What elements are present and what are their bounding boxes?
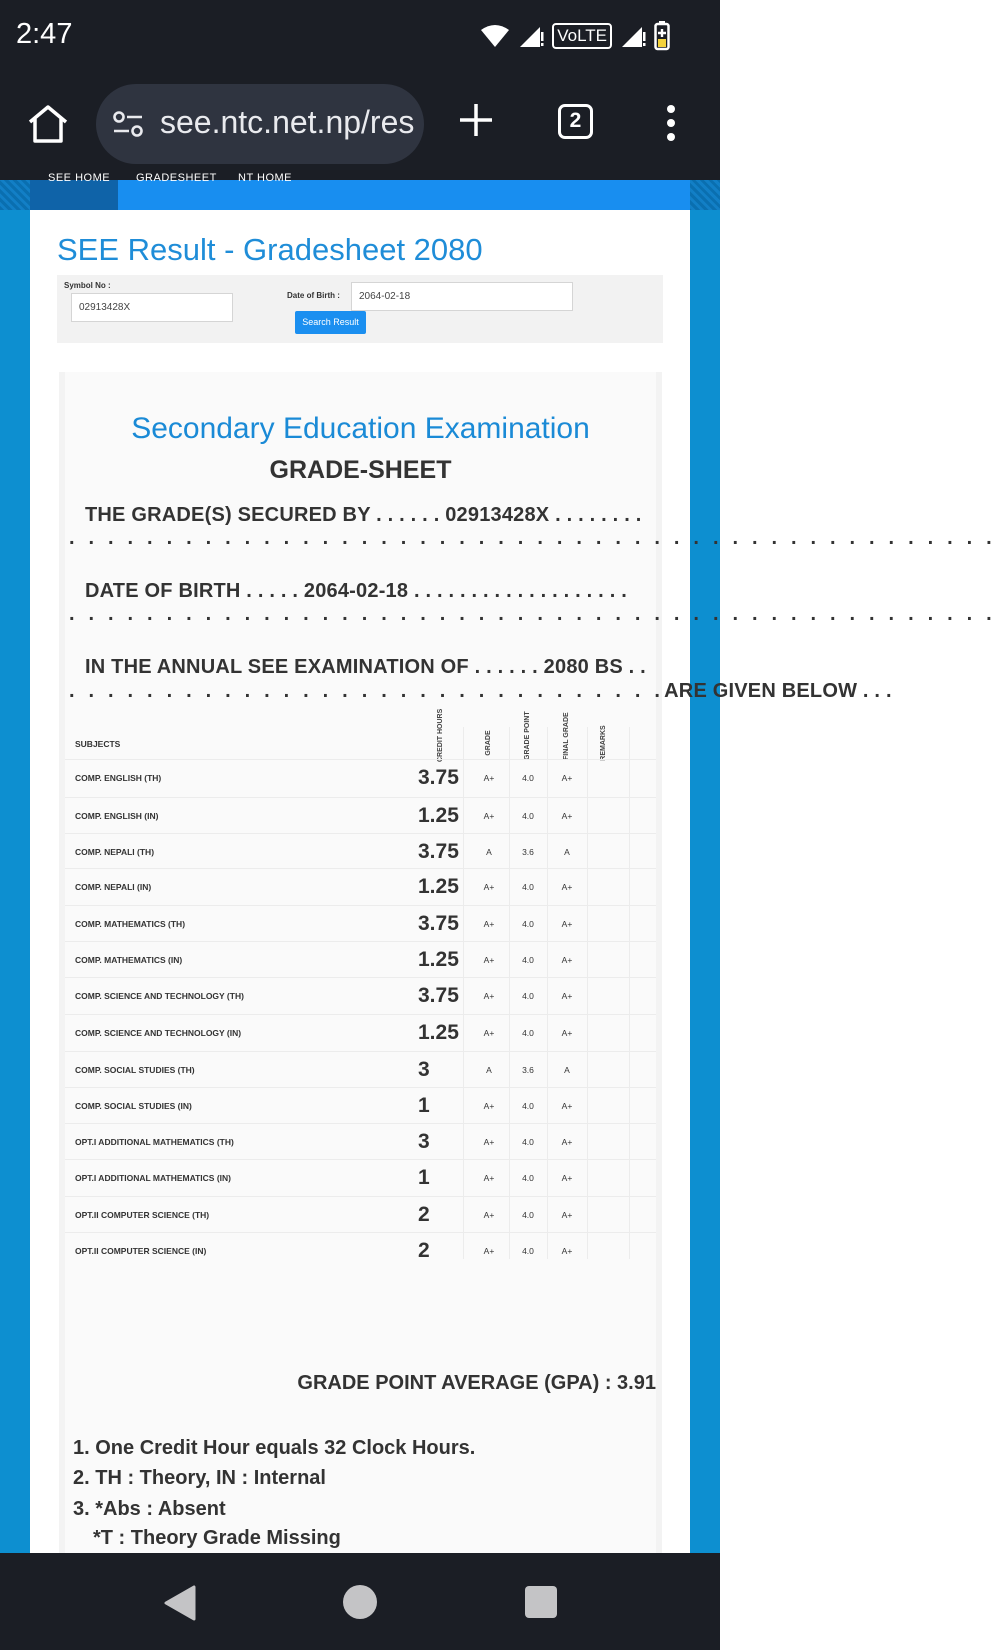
dotted-line-2: . . . . . . . . . . . . . . . . . . . . . . . . . . . . . . . . . . . . . . . . . . . . . . . . (69, 603, 996, 625)
table-row (65, 1196, 656, 1232)
search-form (57, 275, 663, 343)
recents-button[interactable] (525, 1586, 557, 1618)
table-row (65, 759, 656, 795)
content-panel (30, 210, 996, 1553)
subject-cell: COMP. ENGLISH (TH) (75, 772, 162, 783)
credit-hours-cell: 3.75 (418, 983, 459, 1007)
grade-point-cell: 4.0 (522, 1245, 534, 1256)
browser-toolbar (0, 72, 720, 180)
column-divider (587, 727, 588, 1259)
column-divider (547, 727, 548, 1259)
nav-see-home[interactable]: SEE HOME (48, 172, 111, 184)
table-row (65, 1123, 656, 1159)
secured-suffix: . . . . . . . . (555, 504, 642, 526)
table-row (65, 833, 656, 869)
grade-cell: A+ (483, 990, 495, 1001)
given-below-text: ARE GIVEN BELOW . . . (664, 680, 892, 702)
grade-cell: A+ (483, 1245, 495, 1256)
grade-point-cell: 4.0 (522, 1027, 534, 1038)
table-row (65, 1232, 656, 1268)
system-nav-bar (0, 1553, 720, 1650)
grade-point-cell: 4.0 (522, 1100, 534, 1111)
grade-cell: A+ (483, 810, 495, 821)
dob-label: Date of Birth : (287, 291, 340, 300)
credit-hours-cell: 1.25 (418, 1020, 459, 1044)
grade-point-cell: 4.0 (522, 1172, 534, 1183)
column-divider (509, 727, 510, 1259)
grade-cell: A+ (483, 772, 495, 783)
grade-cell: A+ (483, 918, 495, 929)
subject-cell: COMP. NEPALI (TH) (75, 846, 155, 857)
column-divider (629, 727, 630, 1259)
table-row (65, 1051, 656, 1087)
final-grade-cell: A+ (561, 810, 573, 821)
subject-cell: COMP. SOCIAL STUDIES (TH) (75, 1064, 195, 1075)
dob-suffix: . . . . . . . . . . . . . . . . . . . (413, 580, 627, 602)
gradesheet (59, 372, 996, 1572)
final-grade-cell: A+ (561, 772, 573, 783)
grade-cell: A+ (483, 1209, 495, 1220)
site-settings-icon[interactable] (112, 108, 144, 140)
wifi-icon (480, 24, 510, 48)
final-grade-cell: A+ (561, 1027, 573, 1038)
web-page (0, 172, 996, 1553)
subject-cell: COMP. SOCIAL STUDIES (IN) (75, 1100, 192, 1111)
credit-hours-cell: 1.25 (418, 947, 459, 971)
header-subjects: SUBJECTS (75, 739, 121, 749)
page-title: SEE Result - Gradesheet 2080 (57, 232, 483, 267)
table-row (65, 941, 656, 977)
note-2: 2. TH : Theory, IN : Internal (73, 1467, 326, 1489)
credit-hours-cell: 1.25 (418, 803, 459, 827)
credit-hours-cell: 3 (418, 1057, 430, 1081)
exam-suffix: . . (628, 656, 646, 678)
subject-cell: COMP. SCIENCE AND TECHNOLOGY (IN) (75, 1027, 242, 1038)
home-button[interactable] (343, 1585, 377, 1619)
table-row (65, 1159, 656, 1195)
status-icons (480, 20, 670, 52)
subject-cell: COMP. SCIENCE AND TECHNOLOGY (TH) (75, 990, 244, 1001)
final-grade-cell: A+ (561, 954, 573, 965)
signal-icon-2 (620, 24, 646, 48)
status-bar (0, 0, 720, 72)
grade-point-cell: 4.0 (522, 1136, 534, 1147)
credit-hours-cell: 1 (418, 1165, 430, 1189)
grade-point-cell: 4.0 (522, 918, 534, 929)
exam-prefix: IN THE ANNUAL SEE EXAMINATION OF . . . . . . (85, 656, 538, 678)
credit-hours-cell: 3.75 (418, 839, 459, 863)
final-grade-cell: A (564, 846, 570, 857)
grade-point-cell: 4.0 (522, 990, 534, 1001)
site-nav (30, 172, 690, 210)
exam-year-line (85, 656, 646, 679)
grade-point-cell: 4.0 (522, 1209, 534, 1220)
grade-point-cell: 4.0 (522, 881, 534, 892)
dob-value: 2064-02-18 (303, 580, 409, 602)
nav-active-highlight (30, 180, 118, 210)
column-divider (463, 727, 464, 1259)
header-grade-point: GRADE POINT (524, 711, 531, 760)
final-grade-cell: A+ (561, 1172, 573, 1183)
dob-prefix: DATE OF BIRTH . . . . . (85, 580, 299, 602)
nav-nt-home[interactable]: NT HOME (238, 172, 293, 184)
grade-cell: A+ (483, 1172, 495, 1183)
table-row (65, 1087, 656, 1123)
signal-icon (518, 24, 544, 48)
grade-cell: A+ (483, 954, 495, 965)
dotted-line-3: . . . . . . . . . . . . . . . . . . . . . . . . . . . . . . . (69, 680, 665, 702)
url-text[interactable]: see.ntc.net.np/res (160, 104, 415, 140)
subject-cell: COMP. ENGLISH (IN) (75, 810, 159, 821)
subject-cell: COMP. MATHEMATICS (IN) (75, 954, 183, 965)
final-grade-cell: A (564, 1064, 570, 1075)
secured-prefix: THE GRADE(S) SECURED BY . . . . . . (85, 504, 440, 526)
symbol-label: Symbol No : (64, 281, 111, 290)
grade-cell: A (486, 846, 492, 857)
home-icon[interactable] (26, 102, 70, 146)
final-grade-cell: A+ (561, 1136, 573, 1147)
credit-hours-cell: 3 (418, 1129, 430, 1153)
secured-by-line (85, 504, 641, 527)
gpa-summary: GRADE POINT AVERAGE (GPA) : 3.91 (297, 1372, 656, 1394)
grade-cell: A+ (483, 1100, 495, 1111)
given-below-line (69, 680, 892, 703)
grade-point-cell: 3.6 (522, 846, 534, 857)
credit-hours-cell: 3.75 (418, 765, 459, 789)
tab-switcher-button[interactable]: 2 (558, 104, 593, 139)
more-options-icon[interactable] (666, 104, 676, 142)
table-header (65, 708, 656, 762)
subject-cell: COMP. NEPALI (IN) (75, 881, 152, 892)
table-row (65, 868, 656, 904)
symbol-input[interactable]: 02913428X (71, 293, 233, 322)
credit-hours-cell: 1.25 (418, 874, 459, 898)
gradesheet-body (65, 372, 996, 1572)
header-remarks: REMARKS (600, 725, 607, 761)
table-row (65, 1014, 656, 1050)
subject-cell: OPT.II COMPUTER SCIENCE (IN) (75, 1245, 207, 1256)
status-time: 2:47 (16, 18, 73, 50)
new-tab-icon[interactable] (458, 102, 494, 138)
nav-gradesheet[interactable]: GRADESHEET (136, 172, 217, 184)
grade-point-cell: 4.0 (522, 772, 534, 783)
subject-cell: OPT.I ADDITIONAL MATHEMATICS (TH) (75, 1136, 234, 1147)
note-1: 1. One Credit Hour equals 32 Clock Hours. (73, 1437, 476, 1459)
volte-badge: VoLTE (552, 23, 612, 49)
table-row (65, 905, 656, 941)
battery-icon (654, 21, 670, 51)
grade-point-cell: 4.0 (522, 810, 534, 821)
header-credit-hours: CREDIT HOURS (437, 708, 444, 762)
exam-title: Secondary Education Examination (131, 412, 590, 445)
dob-input[interactable]: 2064-02-18 (351, 282, 573, 311)
table-row (65, 977, 656, 1013)
final-grade-cell: A+ (561, 1245, 573, 1256)
header-final-grade: FINAL GRADE (563, 712, 570, 760)
note-3: 3. *Abs : Absent (73, 1498, 226, 1520)
final-grade-cell: A+ (561, 1209, 573, 1220)
search-result-button[interactable]: Search Result (295, 311, 366, 334)
final-grade-cell: A+ (561, 918, 573, 929)
final-grade-cell: A+ (561, 881, 573, 892)
exam-year: 2080 BS (543, 656, 623, 678)
grade-cell: A+ (483, 1027, 495, 1038)
grade-cell: A+ (483, 881, 495, 892)
credit-hours-cell: 2 (418, 1202, 430, 1226)
header-grade: GRADE (485, 730, 492, 756)
back-icon[interactable] (162, 1585, 196, 1621)
grade-cell: A (486, 1064, 492, 1075)
credit-hours-cell: 3.75 (418, 911, 459, 935)
symbol-number: 02913428X (445, 504, 550, 526)
url-bar[interactable] (96, 84, 424, 164)
table-row (65, 797, 656, 833)
final-grade-cell: A+ (561, 1100, 573, 1111)
subject-cell: OPT.II COMPUTER SCIENCE (TH) (75, 1209, 210, 1220)
dotted-line-1: . . . . . . . . . . . . . . . . . . . . . . . . . . . . . . . . . . . . . . . . . . . . . . . . (69, 527, 996, 549)
note-4: *T : Theory Grade Missing (93, 1527, 341, 1549)
grade-cell: A+ (483, 1136, 495, 1147)
subject-cell: COMP. MATHEMATICS (TH) (75, 918, 186, 929)
final-grade-cell: A+ (561, 990, 573, 1001)
grade-point-cell: 4.0 (522, 954, 534, 965)
subject-cell: OPT.I ADDITIONAL MATHEMATICS (IN) (75, 1172, 231, 1183)
gradesheet-heading: GRADE-SHEET (269, 456, 452, 484)
credit-hours-cell: 2 (418, 1238, 430, 1262)
grade-point-cell: 3.6 (522, 1064, 534, 1075)
dob-line (85, 580, 627, 603)
credit-hours-cell: 1 (418, 1093, 430, 1117)
